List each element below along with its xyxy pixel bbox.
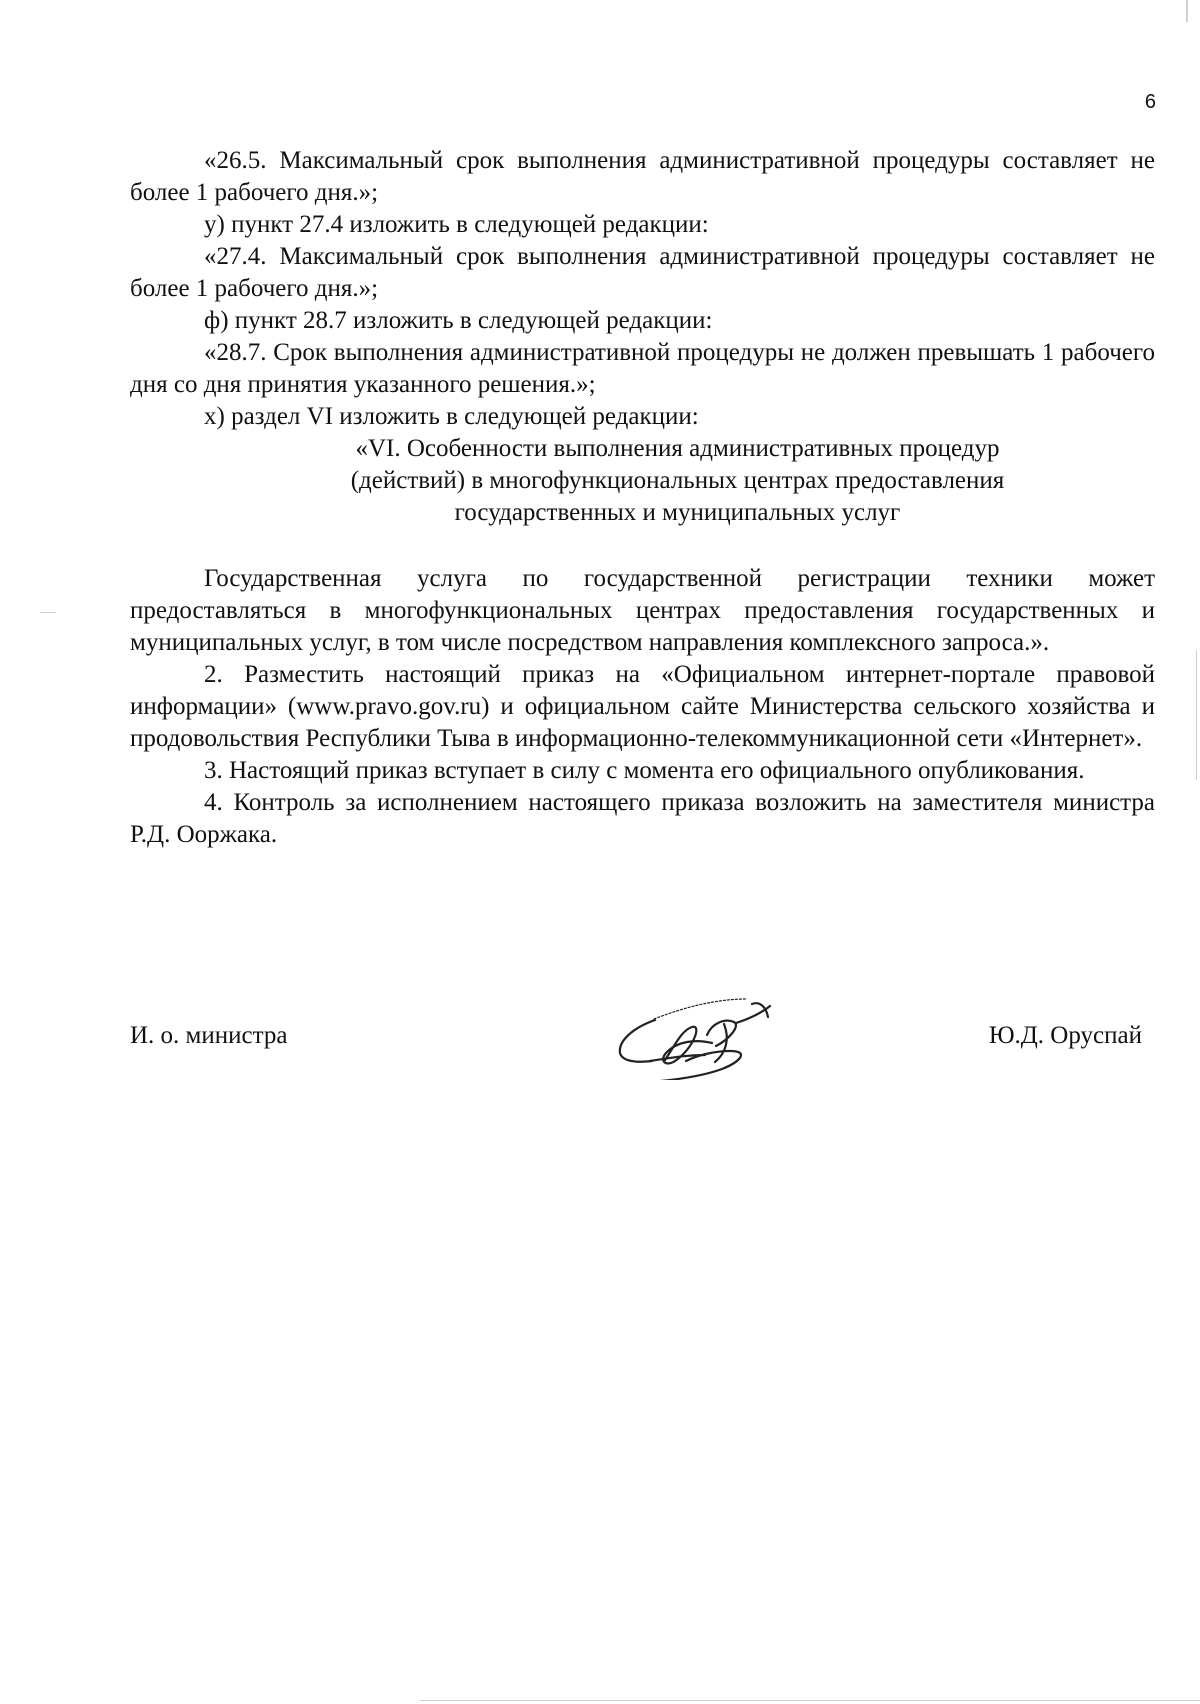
scan-artifact-left-mark <box>40 612 56 613</box>
scan-artifact-right-edge <box>1196 650 1197 780</box>
paragraph-27-4: «27.4. Максимальный срок выполнения административной процедуры составляет не более 1 рабочего дня.»; <box>130 243 1155 302</box>
scan-artifact-bottom-line <box>420 1700 1200 1701</box>
document-body <box>130 145 1155 851</box>
paragraph-state-service: Государственная услуга по государственной регистрации техники может предоставляться в многофункциональных центрах предоставления государственных и муниципальных услуг, в том числе посредством направления комплексного запроса.». <box>130 565 1155 656</box>
signature-row <box>130 1020 1140 1060</box>
section-heading-line-3: государственных и муниципальных услуг <box>454 499 901 526</box>
signatory-title: И. о. министра <box>130 1022 288 1049</box>
paragraph-26-5: «26.5. Максимальный срок выполнения административной процедуры составляет не более 1 рабочего дня.»; <box>130 147 1155 206</box>
page-number: 6 <box>1144 91 1156 113</box>
paragraph-item-u: у) пункт 27.4 изложить в следующей редакции: <box>204 211 709 238</box>
section-heading-line-2: (действий) в многофункциональных центрах предоставления <box>350 467 1005 494</box>
scan-artifact-top-right <box>1186 0 1188 22</box>
section-heading <box>130 433 1155 529</box>
section-heading-line-1: «VI. Особенности выполнения административных процедур <box>355 435 1000 462</box>
paragraph-order-2: 2. Разместить настоящий приказ на «Официальном интернет-портале правовой информации» (www.pravo.gov.ru) и официальном сайте Министерства сельского хозяйства и продовольствия Республики Тыва в информационно-телекоммуникационной сети «Интернет». <box>130 661 1155 752</box>
paragraph-item-f: ф) пункт 28.7 изложить в следующей редакции: <box>204 307 713 334</box>
paragraph-order-4: 4. Контроль за исполнением настоящего приказа возложить на заместителя министра Р.Д. Ооржака. <box>130 789 1155 848</box>
paragraph-28-7: «28.7. Срок выполнения административной процедуры не должен превышать 1 рабочего дня со дня принятия указанного решения.»; <box>130 339 1155 398</box>
section-gap <box>130 529 1155 563</box>
paragraph-order-3: 3. Настоящий приказ вступает в силу с момента его официального опубликования. <box>204 757 1085 784</box>
signatory-name: Ю.Д. Оруспай <box>988 1022 1142 1049</box>
paragraph-item-kh: х) раздел VI изложить в следующей редакции: <box>204 403 699 430</box>
